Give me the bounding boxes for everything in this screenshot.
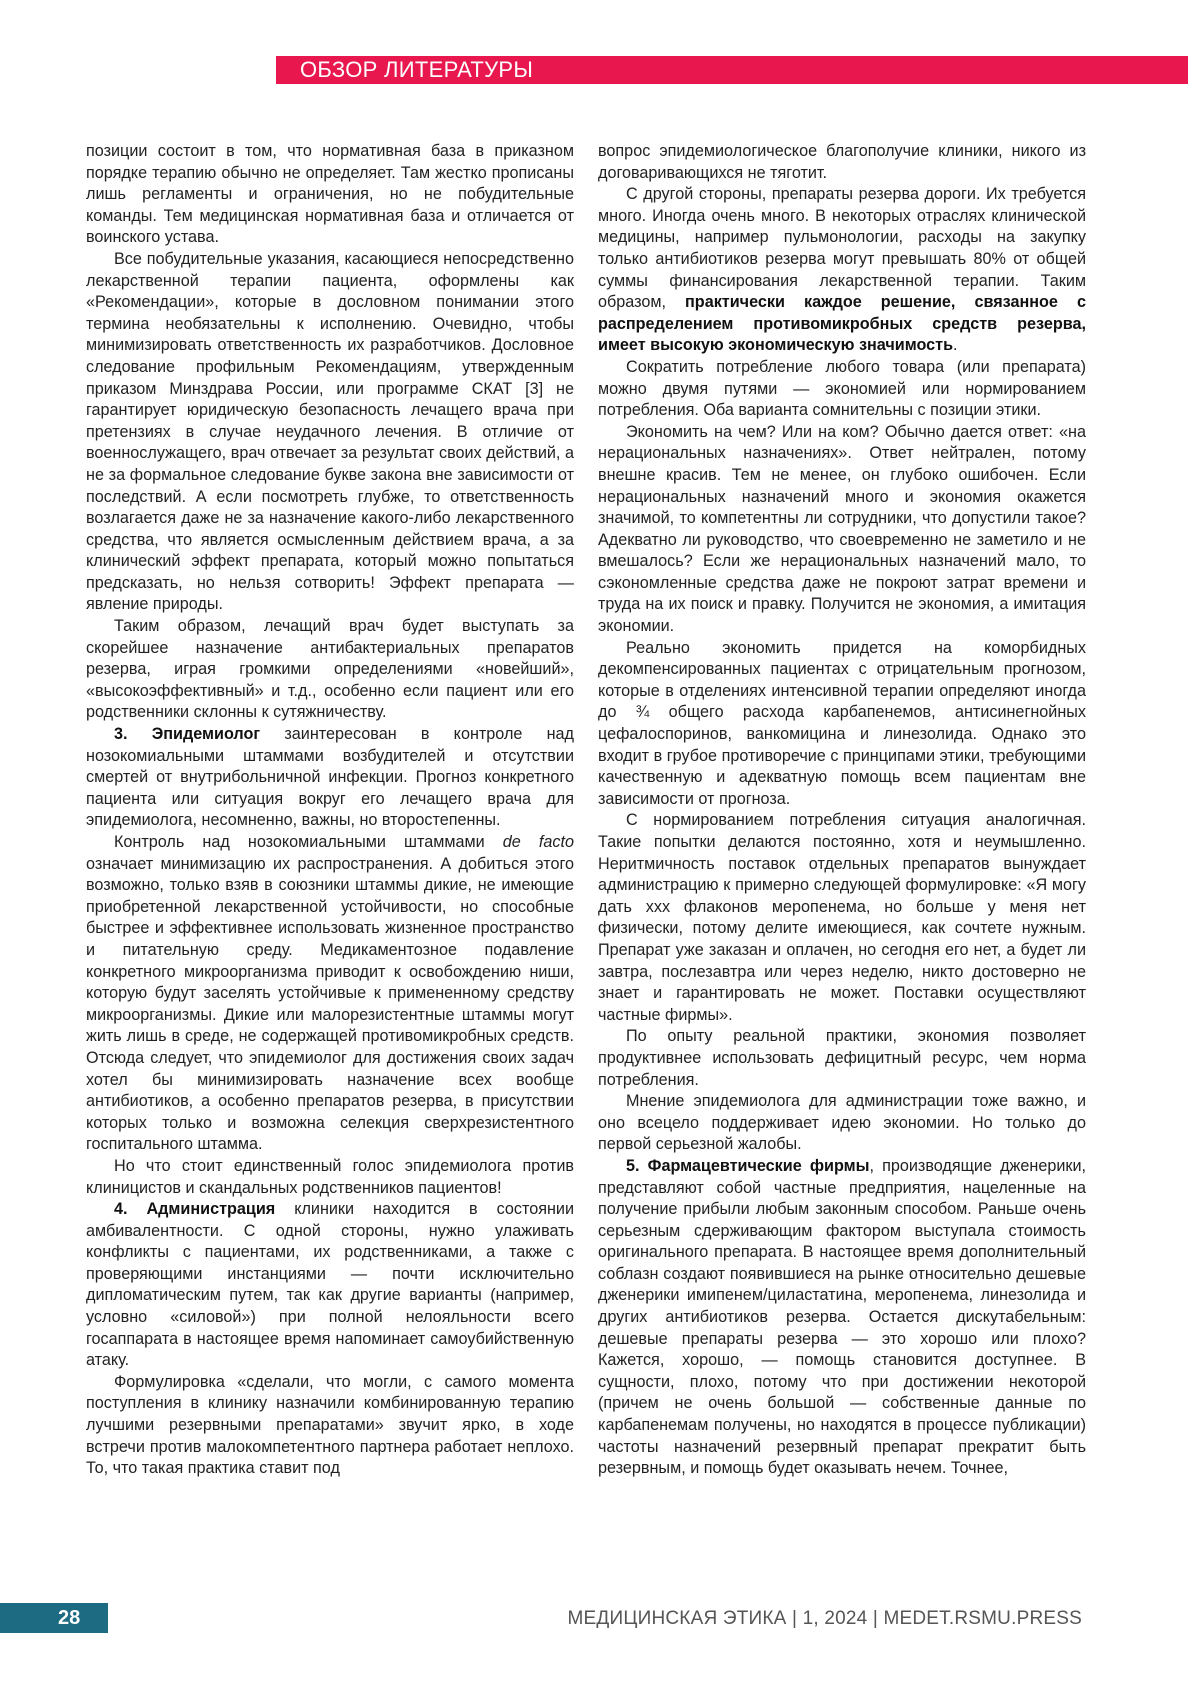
journal-footer: МЕДИЦИНСКАЯ ЭТИКА | 1, 2024 | MEDET.RSMU.PRESS [567,1608,1082,1629]
section-heading-administration: 4. Администрация [114,1200,276,1219]
paragraph: Сократить потребление любого товара (или препарата) можно двумя путями — экономией или нормированием потребления. Оба варианта сомнительны с позиции этики. [598,357,1086,420]
paragraph: Экономить на чем? Или на ком? Обычно дается ответ: «на нерациональных назначениях». Ответ нейтрален, потому внешне красив. Тем не менее, он глубоко ошибочен. Если нерациональных назначений много и экономия окажется значимой, то компетентны ли сотрудники, что допустили такое? Адекватно ли руководство, что своевременно не заметило и не вмешалось? Если же нерациональных назначений мало, то сэкономленные средства даже не покроют затрат времени и труда на их поиск и правку. Получится не экономия, а имитация экономии. [598,422,1086,636]
paragraph: Формулировка «сделали, что могли, с самого момента поступления в клинику назначили комбинированную терапию лучшими резервными препаратами» звучит ярко, в ходе встречи против малокомпетентного партнера работает неплохо. То, что такая практика ставит под [86,1372,574,1478]
paragraph: Но что стоит единственный голос эпидемиолога против клиницистов и скандальных родственников пациентов! [86,1156,574,1197]
paragraph-text: означает минимизацию их распространения. А добиться этого возможно, только взяв в союзники штаммы дикие, не имеющие приобретенной лекарственной устойчивости, но способные быстрее и эффективнее использовать жизненное пространство и питательную среду. Медикаментозное подавление конкретного микроорганизма приводит к освобождению ниши, которую будут заселять устойчивые к примененному средству микроорганизмы. Дикие или малорезистентные штаммы могут жить лишь в среде, не содержащей противомикробных средств. Отсюда следует, что эпидемиолог для достижения своих задач хотел бы минимизировать назначение всех вообще антибиотиков, а особенно препаратов резерва, в присутствии которых только и возможна селекция сверхрезистентного госпитального штамма. [86,854,574,1154]
paragraph: Таким образом, лечащий врач будет выступать за скорейшее назначение антибактериальных препаратов резерва, играя громкими определениями «новейший», «высокоэффективный» и т.д., особенно если пациент или его родственники склонны к сутяжничеству. [86,617,574,722]
paragraph-text: С другой стороны, препараты резерва дороги. Их требуется много. Иногда очень много. В некоторых отраслях клинической медицины, например пульмонологии, расходы на закупку только антибиотиков резерва могут превышать 80% от общей суммы финансирования лекарственной терапии. Таким образом, [598,185,1086,312]
paragraph [598,184,1086,357]
paragraph [86,832,574,1156]
paragraph: Мнение эпидемиолога для администрации тоже важно, и оно всецело поддерживает идею экономии. Но только до первой серьезной жалобы. [598,1092,1086,1154]
page-number-box [0,1603,108,1633]
paragraph: С нормированием потребления ситуация аналогичная. Такие попытки делаются постоянно, хотя и неумышленно. Неритмичность поставок отдельных препаратов вынуждает администрацию к примерно следующей формулировке: «Я могу дать ххх флаконов меропенема, но больше у меня нет физически, потому делите имеющиеся, как сочтете нужным. Препарат уже заказан и оплачен, но сегодня его нет, а будет ли завтра, послезавтра или через неделю, никто достоверно не знает и гарантировать не может. Поставки осуществляют частные фирмы». [598,811,1086,1024]
section-title: ОБЗОР ЛИТЕРАТУРЫ [300,57,534,82]
emphasis-text: практически каждое решение, связанное с распределением противомикробных средств резерва, имеет высокую экономическую значимость [598,293,1086,355]
paragraph [86,1199,574,1372]
italic-term: de facto [502,833,574,851]
page-number: 28 [58,1607,81,1629]
section-heading-pharma-companies: 5. Фармацевтические фирмы [626,1156,870,1175]
paragraph-text: клиники находится в состоянии амбивалентности. С одной стороны, нужно улаживать конфликты с пациентами, их родственниками, а также с проверяющими инстанциями — почти исключительно дипломатическим путем, так как другие варианты (например, условно «силовой») при полной нелояльности всего госаппарата в настоящее время напоминает самоубийственную атаку. [86,1200,574,1370]
paragraph: позиции состоит в том, что нормативная база в приказном порядке терапию обычно не определяет. Там жестко прописаны лишь регламенты и ограничения, но не побудительные команды. Тем медицинская нормативная база и отличается от воинского устава. [86,142,574,247]
paragraph: вопрос эпидемиологическое благополучие клиники, никого из договаривающихся не тяготит. [598,142,1086,182]
paragraph: Реально экономить придется на коморбидных декомпенсированных пациентах с отрицательным прогнозом, которые в отделениях интенсивной терапии определяют иногда до ¾ общего расхода карбапенемов, антисинегнойных цефалоспоринов, ванкомицина и линезолида. Однако это входит в грубое противоречие с принципами этики, требующими качественную и адекватную помощь всем пациентам вне зависимости от прогноза. [598,638,1086,808]
paragraph-text: . [953,336,958,355]
paragraph [598,1156,1086,1480]
left-column [86,141,574,1480]
section-heading-epidemiologist: 3. Эпидемиолог [114,725,261,744]
paragraph [86,724,574,832]
paragraph-text: заинтересован в контроле над нозокомиальными штаммами возбудителей и отсутствии смертей от внутрибольничной инфекции. Прогноз конкретного пациента или ситуация вокруг его лечащего врача для эпидемиолога, несомненно, важны, но второстепенны. [86,725,574,830]
right-column [598,141,1086,1480]
paragraph: По опыту реальной практики, экономия позволяет продуктивнее использовать дефицитный ресурс, чем норма потребления. [598,1027,1086,1089]
paragraph: Все побудительные указания, касающиеся непосредственно лекарственной терапии пациента, оформлены как «Рекомендации», которые в дословном понимании этого термина необязательны к исполнению. Очевидно, чтобы минимизировать ответственность их разработчиков. Дословное следование профильным Рекомендациям, утвержденным приказом Минздрава России, или программе СКАТ [3] не гарантирует юридическую безопасность лечащего врача при претензиях в случае неудачного лечения. В отличие от военнослужащего, врач отвечает за результат своих действий, а не за формальное следование букве закона вне зависимости от последствий. А если посмотреть глубже, то ответственность возлагается даже не за назначение какого-либо лекарственного средства, что является осмысленным действием врача, а за клинический эффект препарата, который можно попытаться предсказать, но нельзя сотворить! Эффект препарата — явление природы. [86,249,574,614]
paragraph-text: Контроль над нозокомиальными штаммами [114,833,503,851]
paragraph-text: , производящие дженерики, представляют собой частные предприятия, нацеленные на получение прибыли любым законным способом. Раньше очень серьезным сдерживающим фактором выступала стоимость оригинального препарата. В настоящее время дополнительный соблазн создают появившиеся на рынке относительно дешевые дженерики имипенем/циластатина, меропенема, линезолида и других антибиотиков резерва. Остается дискутабельным: дешевые препараты резерва — это хорошо или плохо? Кажется, хорошо, — помощь становится доступнее. В сущности, плохо, потому что при достижении некоторой (причем не очень большой — собственные данные по карбапенемам получены, но находятся в процессе публикации) частоты назначений резервный препарат прекратит быть резервным, и помощь будет оказывать нечем. Точнее, [598,1156,1086,1478]
